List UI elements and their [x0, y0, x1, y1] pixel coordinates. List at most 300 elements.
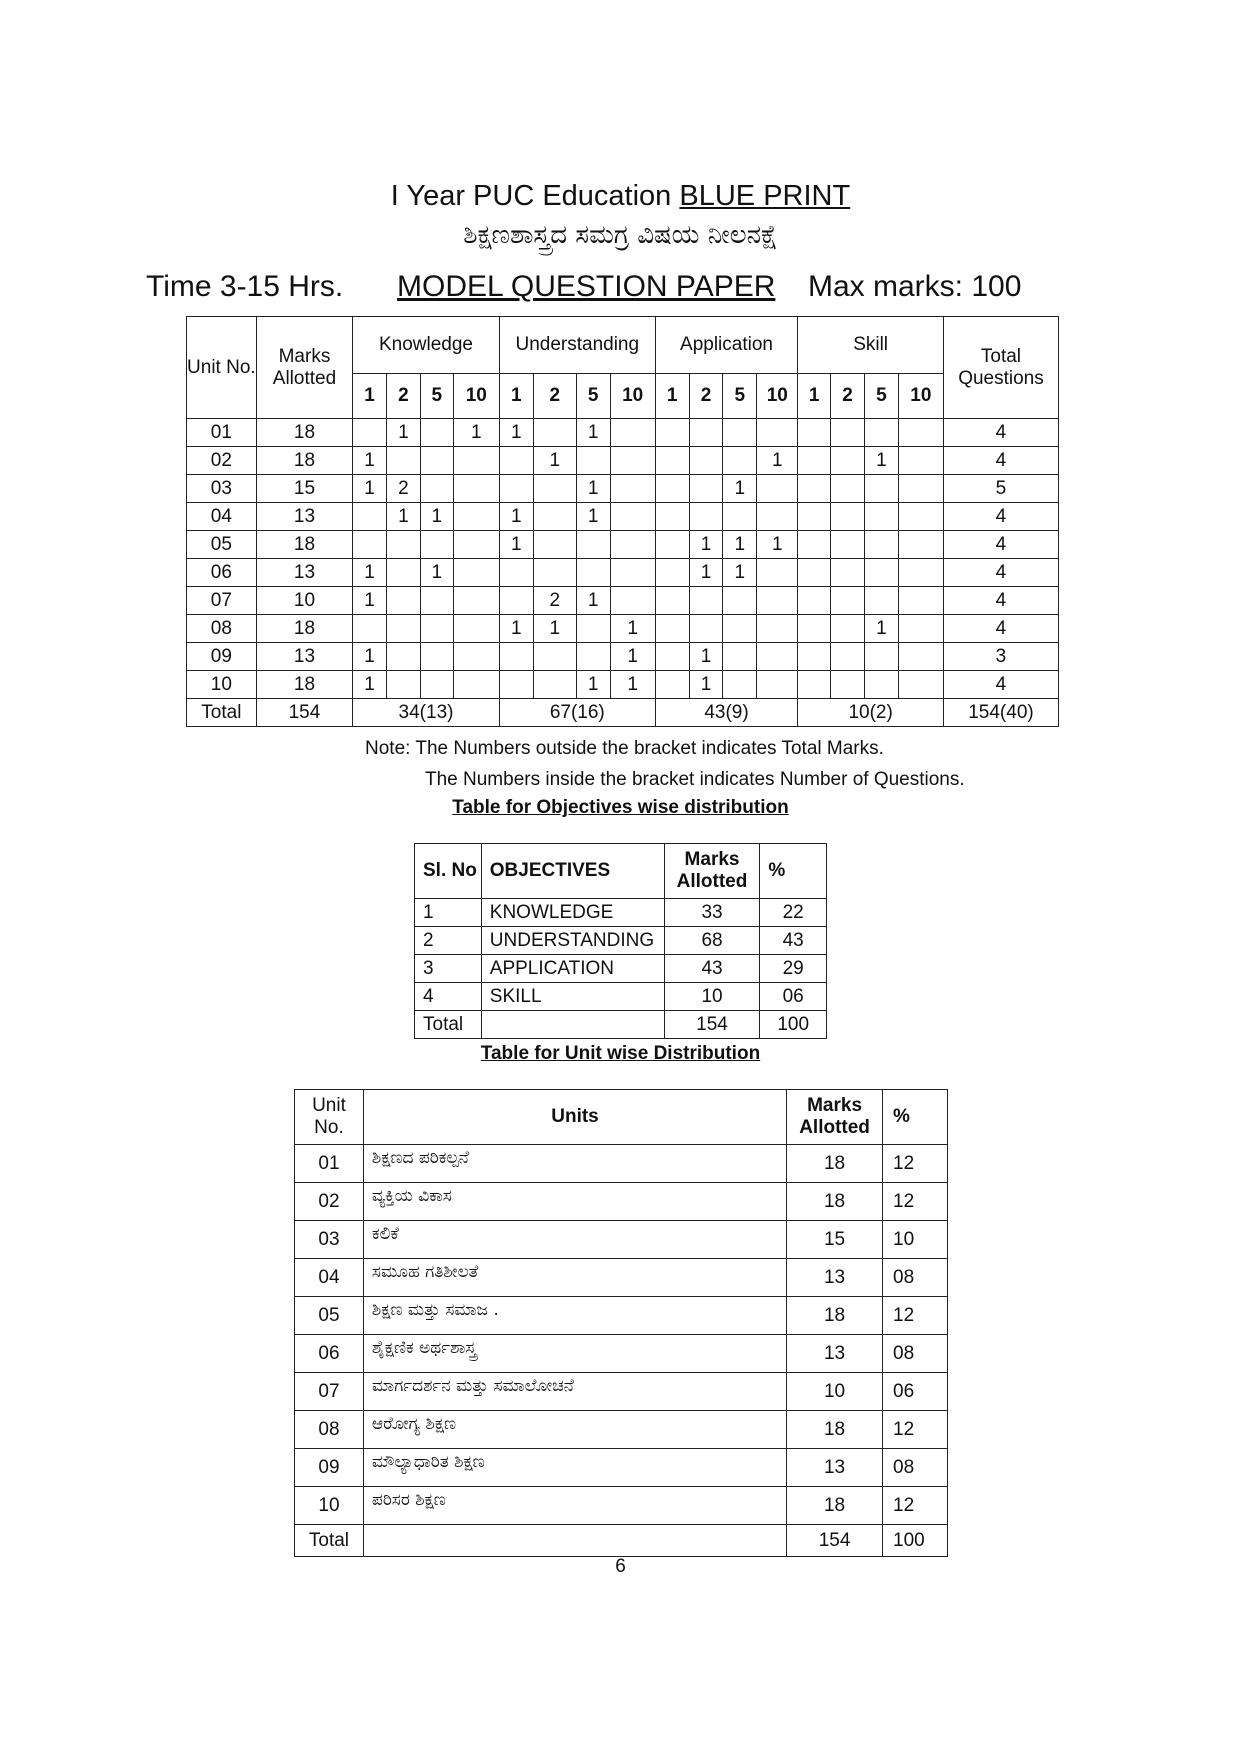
count-cell: [453, 587, 499, 615]
total-cell: 4: [943, 615, 1058, 643]
unit-cell: 05: [295, 1297, 364, 1335]
table-row: [295, 1145, 948, 1183]
count-cell: 1: [387, 419, 421, 447]
title-underlined: BLUE PRINT: [679, 180, 851, 212]
unit-cell: 07: [295, 1373, 364, 1411]
count-cell: [453, 447, 499, 475]
count-cell: [757, 503, 798, 531]
unit-cell: 15: [787, 1221, 883, 1259]
count-cell: 1: [689, 559, 723, 587]
count-cell: [576, 559, 610, 587]
count-cell: [723, 447, 757, 475]
unit-cell: ಶಿಕ್ಷಣ ಮತ್ತು ಸಮಾಜ .: [363, 1297, 786, 1335]
sub-col-header: 2: [387, 374, 421, 419]
obj-cell: 4: [415, 983, 482, 1011]
obj-col-marks: Marks Allotted: [664, 844, 760, 899]
unit-cell: 13: [787, 1259, 883, 1297]
page-title: [0, 180, 1241, 213]
count-cell: [387, 671, 421, 699]
sub-col-header: 1: [499, 374, 533, 419]
count-cell: [533, 475, 576, 503]
count-cell: [723, 671, 757, 699]
unit-cell: 02: [187, 447, 257, 475]
obj-cell: 43: [760, 927, 827, 955]
count-cell: [610, 419, 655, 447]
sub-col-header: 1: [655, 374, 689, 419]
unit-cell: 04: [187, 503, 257, 531]
sub-col-header: 1: [798, 374, 831, 419]
count-cell: [831, 615, 865, 643]
unit-cell: 08: [295, 1411, 364, 1449]
count-cell: [420, 475, 453, 503]
total-cell: 5: [943, 475, 1058, 503]
count-cell: [610, 447, 655, 475]
count-cell: [898, 503, 943, 531]
count-cell: 1: [453, 419, 499, 447]
unit-cell: 04: [295, 1259, 364, 1297]
table-row: [295, 1449, 948, 1487]
unit-cell: 10: [295, 1487, 364, 1525]
count-cell: 1: [689, 671, 723, 699]
table-row: [415, 983, 827, 1011]
count-cell: [831, 531, 865, 559]
total-marks: 154: [256, 699, 352, 727]
max-marks-label: Max marks: 100: [808, 270, 1022, 303]
count-cell: [831, 559, 865, 587]
count-cell: [798, 475, 831, 503]
count-cell: [387, 643, 421, 671]
table-row: [187, 475, 1059, 503]
obj-col-slno: Sl. No: [415, 844, 482, 899]
col-total-questions: Total Questions: [943, 317, 1058, 419]
count-cell: [898, 475, 943, 503]
obj-cell: 29: [760, 955, 827, 983]
unit-cell: 06: [187, 559, 257, 587]
group-understanding: Understanding: [499, 317, 655, 374]
table-row: [415, 1011, 827, 1039]
count-cell: [420, 447, 453, 475]
page-number: 6: [615, 1556, 626, 1577]
unit-cell: ಶೈಕ್ಷಣಿಕ ಅರ್ಥಶಾಸ್ತ್ರ: [363, 1335, 786, 1373]
count-cell: [689, 419, 723, 447]
count-cell: [757, 587, 798, 615]
table-row: [295, 1373, 948, 1411]
total-cell: 4: [943, 419, 1058, 447]
unit-cell: ವ್ಯಕ್ತಿಯ ವಿಕಾಸ: [363, 1183, 786, 1221]
count-cell: 2: [387, 475, 421, 503]
count-cell: [864, 503, 898, 531]
sub-col-header: 10: [610, 374, 655, 419]
obj-cell: 100: [760, 1011, 827, 1039]
unit-cell: [363, 1525, 786, 1557]
count-cell: [864, 559, 898, 587]
total-cell: 4: [943, 447, 1058, 475]
sub-col-header: 10: [898, 374, 943, 419]
count-cell: [655, 587, 689, 615]
total-row: [187, 699, 1059, 727]
unit-cell: 09: [187, 643, 257, 671]
count-cell: [533, 559, 576, 587]
count-cell: [689, 615, 723, 643]
count-cell: [798, 643, 831, 671]
count-cell: [655, 643, 689, 671]
marks-cell: 10: [256, 587, 352, 615]
count-cell: [499, 671, 533, 699]
title-prefix: I Year PUC Education: [390, 180, 672, 212]
obj-cell: KNOWLEDGE: [481, 899, 664, 927]
time-label: Time 3-15 Hrs.: [146, 270, 344, 303]
objectives-table: [414, 843, 827, 1039]
count-cell: 1: [689, 643, 723, 671]
table-row: [295, 1221, 948, 1259]
table-row: [295, 1525, 948, 1557]
obj-cell: APPLICATION: [481, 955, 664, 983]
marks-cell: 15: [256, 475, 352, 503]
unit-cell: 12: [883, 1487, 948, 1525]
obj-cell: 3: [415, 955, 482, 983]
count-cell: [533, 671, 576, 699]
count-cell: 1: [864, 447, 898, 475]
sub-col-header: 5: [420, 374, 453, 419]
count-cell: [723, 615, 757, 643]
count-cell: [655, 615, 689, 643]
paper-label: MODEL QUESTION PAPER: [397, 270, 776, 303]
unit-cell: 100: [883, 1525, 948, 1557]
count-cell: 2: [533, 587, 576, 615]
group-total: 10(2): [798, 699, 944, 727]
count-cell: [655, 503, 689, 531]
marks-cell: 18: [256, 447, 352, 475]
unit-cell: 12: [883, 1183, 948, 1221]
unit-cell: 01: [187, 419, 257, 447]
count-cell: [655, 671, 689, 699]
count-cell: 1: [610, 615, 655, 643]
count-cell: [757, 643, 798, 671]
sub-col-header: 5: [723, 374, 757, 419]
unit-cell: 03: [295, 1221, 364, 1259]
table-row: [187, 671, 1059, 699]
table-row: [295, 1183, 948, 1221]
count-cell: [453, 643, 499, 671]
count-cell: [387, 615, 421, 643]
count-cell: [798, 615, 831, 643]
group-total: 67(16): [499, 699, 655, 727]
table-row: [187, 587, 1059, 615]
table-row: [187, 615, 1059, 643]
unit-cell: 07: [187, 587, 257, 615]
count-cell: [655, 531, 689, 559]
count-cell: [453, 475, 499, 503]
table-row: [187, 643, 1059, 671]
count-cell: [420, 419, 453, 447]
total-cell: 4: [943, 503, 1058, 531]
count-cell: 1: [353, 671, 387, 699]
count-cell: 1: [610, 643, 655, 671]
table-row: [415, 927, 827, 955]
table-row: [187, 419, 1059, 447]
count-cell: 1: [353, 447, 387, 475]
marks-cell: 18: [256, 419, 352, 447]
table-row: [187, 531, 1059, 559]
count-cell: 1: [499, 615, 533, 643]
obj-cell: 33: [664, 899, 760, 927]
count-cell: [353, 531, 387, 559]
count-cell: 1: [499, 531, 533, 559]
sub-col-header: 10: [453, 374, 499, 419]
count-cell: [610, 587, 655, 615]
sub-col-header: 1: [353, 374, 387, 419]
count-cell: [898, 615, 943, 643]
group-knowledge: Knowledge: [353, 317, 500, 374]
unit-cell: ಸಮೂಹ ಗತಿಶೀಲತೆ: [363, 1259, 786, 1297]
count-cell: [420, 587, 453, 615]
group-skill: Skill: [798, 317, 944, 374]
count-cell: [576, 643, 610, 671]
count-cell: [898, 587, 943, 615]
count-cell: [831, 475, 865, 503]
count-cell: [655, 475, 689, 503]
obj-cell: 1: [415, 899, 482, 927]
group-total: 43(9): [655, 699, 798, 727]
count-cell: [533, 503, 576, 531]
count-cell: [499, 587, 533, 615]
count-cell: [499, 643, 533, 671]
count-cell: [420, 643, 453, 671]
count-cell: [420, 615, 453, 643]
obj-cell: 10: [664, 983, 760, 1011]
count-cell: [723, 587, 757, 615]
unit-cell: 08: [187, 615, 257, 643]
count-cell: [864, 643, 898, 671]
count-cell: [723, 503, 757, 531]
count-cell: [453, 531, 499, 559]
blueprint-table: [186, 316, 1059, 727]
count-cell: [831, 447, 865, 475]
count-cell: 1: [864, 615, 898, 643]
col-unit-no: Unit No.: [187, 317, 257, 419]
count-cell: [610, 475, 655, 503]
unit-cell: 10: [787, 1373, 883, 1411]
group-application: Application: [655, 317, 798, 374]
unit-caption: Table for Unit wise Distribution: [480, 1043, 761, 1064]
count-cell: [689, 503, 723, 531]
count-cell: 1: [533, 447, 576, 475]
count-cell: [353, 503, 387, 531]
count-cell: [533, 531, 576, 559]
count-cell: [353, 419, 387, 447]
count-cell: [723, 643, 757, 671]
unit-cell: Total: [295, 1525, 364, 1557]
count-cell: 1: [353, 643, 387, 671]
count-cell: [757, 419, 798, 447]
obj-col-objectives: OBJECTIVES: [481, 844, 664, 899]
obj-cell: 154: [664, 1011, 760, 1039]
col-marks-allotted: Marks Allotted: [256, 317, 352, 419]
count-cell: [387, 587, 421, 615]
obj-cell: SKILL: [481, 983, 664, 1011]
unit-cell: 13: [787, 1449, 883, 1487]
count-cell: [864, 671, 898, 699]
table-row: [187, 447, 1059, 475]
obj-cell: 2: [415, 927, 482, 955]
total-label: Total: [187, 699, 257, 727]
unit-cell: ಮೌಲ್ಯಾಧಾರಿತ ಶಿಕ್ಷಣ: [363, 1449, 786, 1487]
count-cell: [453, 503, 499, 531]
count-cell: 1: [387, 503, 421, 531]
count-cell: [864, 475, 898, 503]
count-cell: [420, 531, 453, 559]
count-cell: [689, 475, 723, 503]
obj-cell: 43: [664, 955, 760, 983]
count-cell: [831, 587, 865, 615]
count-cell: [798, 587, 831, 615]
unit-col-no: Unit No.: [295, 1090, 364, 1145]
count-cell: [533, 419, 576, 447]
total-cell: 4: [943, 531, 1058, 559]
unit-cell: ಪರಿಸರ ಶಿಕ್ಷಣ: [363, 1487, 786, 1525]
table-row: [295, 1259, 948, 1297]
count-cell: [655, 419, 689, 447]
table-row: [295, 1411, 948, 1449]
count-cell: [387, 531, 421, 559]
marks-cell: 18: [256, 531, 352, 559]
table-row: [295, 1335, 948, 1373]
obj-col-percent: %: [760, 844, 827, 899]
count-cell: 1: [610, 671, 655, 699]
unit-cell: 09: [295, 1449, 364, 1487]
obj-cell: 68: [664, 927, 760, 955]
count-cell: 1: [723, 475, 757, 503]
unit-cell: ಮಾರ್ಗದರ್ಶನ ಮತ್ತು ಸಮಾಲೋಚನೆ: [363, 1373, 786, 1411]
unit-col-units: Units: [363, 1090, 786, 1145]
count-cell: [387, 559, 421, 587]
sub-col-header: 2: [831, 374, 865, 419]
unit-cell: 18: [787, 1145, 883, 1183]
sub-col-header: 5: [576, 374, 610, 419]
count-cell: [898, 447, 943, 475]
count-cell: [831, 643, 865, 671]
count-cell: 1: [499, 503, 533, 531]
count-cell: [798, 671, 831, 699]
unit-cell: 18: [787, 1411, 883, 1449]
count-cell: [757, 475, 798, 503]
unit-cell: ಆರೋಗ್ಯ ಶಿಕ್ಷಣ: [363, 1411, 786, 1449]
count-cell: [798, 447, 831, 475]
count-cell: [655, 447, 689, 475]
marks-cell: 18: [256, 615, 352, 643]
obj-cell: UNDERSTANDING: [481, 927, 664, 955]
count-cell: 1: [689, 531, 723, 559]
unit-cell: 06: [295, 1335, 364, 1373]
count-cell: 1: [353, 559, 387, 587]
count-cell: 1: [353, 475, 387, 503]
group-total: 34(13): [353, 699, 500, 727]
count-cell: 1: [353, 587, 387, 615]
count-cell: [723, 419, 757, 447]
count-cell: [689, 447, 723, 475]
unit-cell: 18: [787, 1487, 883, 1525]
count-cell: 1: [723, 559, 757, 587]
count-cell: [610, 503, 655, 531]
unit-cell: 154: [787, 1525, 883, 1557]
unit-cell: 08: [883, 1449, 948, 1487]
unit-cell: 10: [883, 1221, 948, 1259]
table-row: [187, 503, 1059, 531]
count-cell: 1: [757, 447, 798, 475]
count-cell: [864, 531, 898, 559]
obj-cell: [481, 1011, 664, 1039]
count-cell: [898, 671, 943, 699]
count-cell: [453, 671, 499, 699]
marks-cell: 13: [256, 503, 352, 531]
unit-cell: 18: [787, 1183, 883, 1221]
sub-col-header: 10: [757, 374, 798, 419]
unit-col-marks: Marks Allotted: [787, 1090, 883, 1145]
marks-cell: 13: [256, 559, 352, 587]
count-cell: [864, 419, 898, 447]
table-row: [295, 1297, 948, 1335]
count-cell: [864, 587, 898, 615]
sub-col-header: 2: [533, 374, 576, 419]
unit-cell: 13: [787, 1335, 883, 1373]
count-cell: [898, 643, 943, 671]
count-cell: [898, 419, 943, 447]
unit-cell: 02: [295, 1183, 364, 1221]
count-cell: 1: [576, 671, 610, 699]
unit-cell: 10: [187, 671, 257, 699]
count-cell: 1: [576, 475, 610, 503]
count-cell: [689, 587, 723, 615]
note-line-1: Note: The Numbers outside the bracket indicates Total Marks.: [365, 738, 884, 759]
table-row: [295, 1487, 948, 1525]
count-cell: [610, 559, 655, 587]
count-cell: 1: [576, 503, 610, 531]
obj-cell: Total: [415, 1011, 482, 1039]
count-cell: [453, 615, 499, 643]
unit-table: [294, 1089, 948, 1557]
total-cell: 3: [943, 643, 1058, 671]
count-cell: 1: [420, 559, 453, 587]
obj-cell: 06: [760, 983, 827, 1011]
count-cell: [453, 559, 499, 587]
count-cell: 1: [576, 587, 610, 615]
count-cell: [898, 531, 943, 559]
count-cell: [898, 559, 943, 587]
count-cell: [420, 671, 453, 699]
count-cell: [831, 503, 865, 531]
count-cell: [831, 671, 865, 699]
unit-cell: 08: [883, 1335, 948, 1373]
kannada-subtitle: ಶಿಕ್ಷಣಶಾಸ್ತ್ರದ ಸಮಗ್ರ ವಿಷಯ ನೀಲನಕ್ಷೆ: [463, 220, 778, 250]
count-cell: [757, 671, 798, 699]
count-cell: [798, 559, 831, 587]
count-cell: 1: [499, 419, 533, 447]
count-cell: [576, 615, 610, 643]
count-cell: [499, 447, 533, 475]
unit-cell: 01: [295, 1145, 364, 1183]
count-cell: 1: [533, 615, 576, 643]
sub-col-header: 2: [689, 374, 723, 419]
count-cell: [655, 559, 689, 587]
count-cell: [610, 531, 655, 559]
count-cell: 1: [757, 531, 798, 559]
unit-cell: 12: [883, 1145, 948, 1183]
table-row: [415, 899, 827, 927]
count-cell: [798, 419, 831, 447]
table-row: [415, 955, 827, 983]
grand-total: 154(40): [943, 699, 1058, 727]
count-cell: [576, 447, 610, 475]
